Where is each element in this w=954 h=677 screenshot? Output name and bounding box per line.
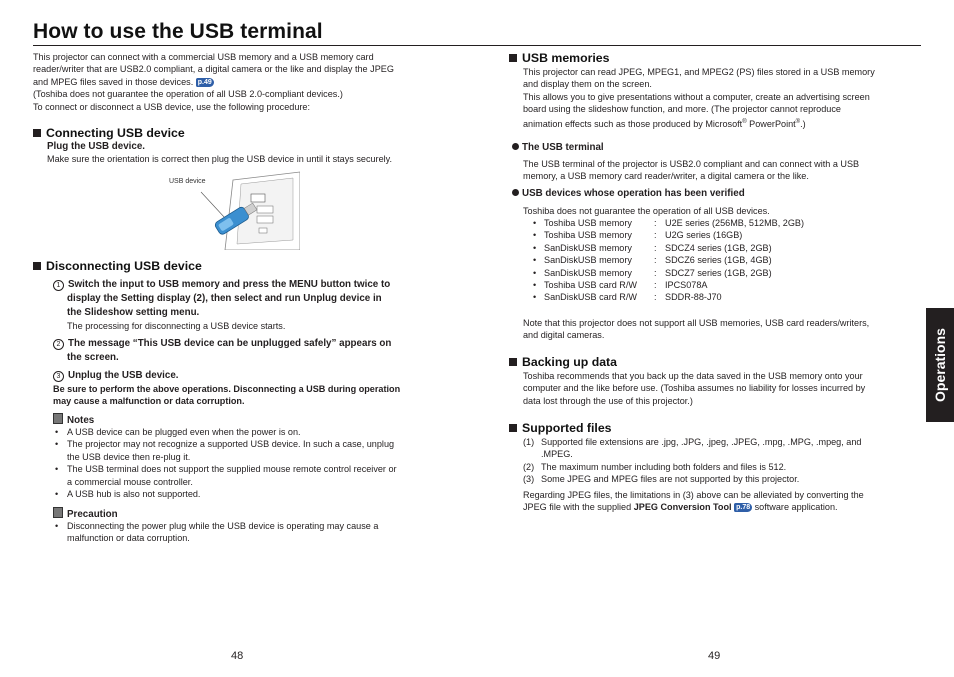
device-model: SDDR-88-J70 (665, 292, 722, 303)
intro-line: To connect or disconnect a USB device, use the following procedure: (33, 101, 311, 112)
text-line: memory, a USB memory card reader/writer, a digital camera or the like. (523, 171, 809, 182)
text-line: This projector can read JPEG, MPEG1, and MPEG2 (PS) files stored in a USB memory (523, 67, 875, 77)
table-row: • Toshiba USB memory : U2E series (256MB, 512MB, 2GB) (533, 218, 804, 228)
step-number-icon: 2 (53, 339, 64, 350)
device-sep: : (654, 230, 657, 241)
device-name: Toshiba USB memory (544, 218, 632, 228)
device-model: U2G series (16GB) (665, 230, 743, 241)
list-item: • The USB terminal does not support the supplied mouse remote control receiver or a commercial mouse controller. (47, 463, 457, 488)
step-2-line: the screen. (67, 352, 119, 363)
port (257, 216, 273, 223)
step-1-line: the Slideshow setting menu. (67, 307, 200, 318)
text-line: Toshiba recommends that you back up the data saved in the USB memory onto your (523, 371, 863, 381)
list-item: • A USB hub is also not supported. (47, 488, 457, 500)
notes-list (47, 426, 457, 500)
device-sep: : (654, 242, 657, 253)
connecting-sub: Plug the USB device. (47, 141, 145, 152)
backing-up-body (523, 370, 923, 407)
text-line: JPEG file with the supplied JPEG Conversion Tool p.78 software application. (523, 502, 838, 513)
step-1-note: The processing for disconnecting a USB device starts. (67, 321, 286, 331)
step-1 (53, 278, 463, 332)
square-bullet-icon (33, 262, 41, 270)
supported-files-heading: Supported files (509, 421, 612, 435)
square-bullet-icon (509, 424, 517, 432)
device-name: SanDiskUSB card R/W (544, 292, 637, 303)
device-sep: : (654, 292, 657, 303)
device-name: SanDiskUSB memory (544, 267, 632, 278)
notes-heading: Notes (53, 413, 94, 426)
port (259, 228, 267, 233)
page-ref-badge[interactable]: p.49 (197, 78, 212, 86)
jpeg-conversion-tool-name: JPEG Conversion Tool (633, 502, 732, 513)
verified-intro: Toshiba does not guarantee the operation of all USB devices. (523, 206, 770, 216)
title-rule (33, 45, 921, 46)
step-1-line: display the Setting display (2), then select and run Unplug device in (67, 293, 382, 304)
step-number-icon: 3 (53, 371, 64, 382)
disconnecting-heading: Disconnecting USB device (33, 259, 202, 273)
table-row: • SanDiskUSB memory : SDCZ4 series (1GB, 2GB) (533, 242, 772, 253)
list-item: (2) The maximum number including both folders and files is 512. (523, 461, 787, 472)
page-number-right: 49 (708, 650, 721, 662)
operations-side-tab[interactable]: Operations (926, 308, 954, 422)
square-bullet-icon (509, 54, 517, 62)
usb-port (251, 194, 265, 202)
text-line: The USB terminal of the projector is USB2.0 compliant and can connect with a USB (523, 159, 860, 169)
intro-line: This projector can connect with a commercial USB memory and a USB memory card (33, 52, 374, 62)
table-row: • SanDiskUSB card R/W : SDDR-88-J70 (533, 292, 722, 303)
device-model: SDCZ7 series (1GB, 2GB) (665, 267, 772, 278)
device-sep: : (654, 218, 657, 228)
device-name: Toshiba USB card R/W (544, 279, 637, 290)
usb-memories-heading: USB memories (509, 51, 609, 65)
text-line: and display them on the screen. (523, 79, 652, 90)
table-row: • SanDiskUSB memory : SDCZ6 series (1GB, 4GB) (533, 255, 772, 266)
usb-memories-body (523, 66, 923, 130)
text-line: Note that this projector does not support all USB memories, USB card readers/writers, (523, 318, 870, 328)
table-row: • Toshiba USB memory : U2G series (16GB) (533, 230, 743, 241)
precaution-list (47, 520, 457, 545)
usb-terminal-heading: The USB terminal (512, 142, 604, 153)
device-sep: : (654, 267, 657, 278)
list-item: • The projector may not recognize a supported USB device. In such a case, unplug the USB device then re-plug it. (47, 438, 457, 463)
square-bullet-icon (33, 129, 41, 137)
step-3 (53, 369, 463, 383)
device-model: SDCZ6 series (1GB, 4GB) (665, 255, 772, 266)
text-line: Regarding JPEG files, the limitations in (3) above can be alleviated by converting the (523, 490, 864, 500)
device-model: U2E series (256MB, 512MB, 2GB) (665, 218, 804, 228)
page-number-left: 48 (231, 650, 244, 662)
step-2-line: 2 The message “This USB device can be unplugged safely” appears on (53, 337, 463, 351)
connecting-body (47, 141, 457, 166)
verified-devices-heading: USB devices whose operation has been verified (512, 188, 745, 199)
text-line: data lost through the use of this projector.) (523, 395, 693, 406)
square-bullet-icon (509, 358, 517, 366)
supported-files-list (523, 436, 923, 486)
device-sep: : (654, 255, 657, 266)
usb-device-label: USB device (169, 178, 206, 185)
backing-up-heading: Backing up data (509, 355, 617, 369)
verified-note (523, 317, 923, 342)
intro-line: (Toshiba does not guarantee the operation of all USB 2.0-compliant devices.) (33, 89, 343, 100)
connecting-text: Make sure the orientation is correct then plug the USB device in until it stays securely. (47, 154, 393, 165)
usb-connection-figure (185, 170, 300, 250)
precaution-heading: Precaution (53, 507, 118, 520)
page-title: How to use the USB terminal (33, 20, 323, 43)
bullet-dot-icon (512, 189, 519, 196)
warning-line: Be sure to perform the above operations. Disconnecting a USB during operation (53, 384, 401, 394)
intro-text (33, 51, 453, 113)
device-model: SDCZ4 series (1GB, 2GB) (665, 242, 772, 253)
list-item: • Disconnecting the power plug while the USB device is operating may cause a malfunction or data corruption. (47, 520, 457, 545)
list-item: (1) Supported file extensions are .jpg, .JPG, .jpeg, .JPEG, .mpg, .MPG, .mpeg, and (523, 437, 862, 447)
text-line: board using the slideshow function, and more. (The projector cannot reproduce (523, 104, 841, 115)
list-item: .MPEG. (541, 449, 573, 460)
usb-terminal-body (523, 158, 923, 183)
text-line: This allows you to give presentations without a computer, create an advertising screen (523, 91, 870, 102)
device-table (523, 217, 923, 304)
disconnect-warning (53, 383, 463, 408)
device-name: SanDiskUSB memory (544, 255, 632, 266)
intro-line: and MPEG files saved in those devices. p.49 (33, 76, 212, 87)
device-name: Toshiba USB memory (544, 230, 632, 241)
warning-line: may cause a malfunction or data corruption. (53, 396, 245, 407)
intro-line: reader/writer that are USB2.0 compliant, a digital camera or the like and display the JPEG (33, 64, 394, 75)
table-row: • SanDiskUSB memory : SDCZ7 series (1GB, 2GB) (533, 267, 772, 278)
step-3-line: 3 Unplug the USB device. (53, 369, 463, 383)
device-name: SanDiskUSB memory (544, 242, 632, 253)
text-line: computer and the like before use. (Toshiba assumes no liability for losses incurred by (523, 383, 866, 394)
jpeg-conversion-text (523, 489, 923, 514)
text-line: and digital cameras. (523, 330, 605, 341)
list-item: (3) Some JPEG and MPEG files are not supported by this projector. (523, 474, 800, 485)
text-line: animation effects such as those produced by Microsoft® PowerPoint®.) (523, 118, 806, 129)
memo-icon (53, 413, 63, 424)
connecting-heading: Connecting USB device (33, 126, 185, 140)
step-number-icon: 1 (53, 280, 64, 291)
table-row: • Toshiba USB card R/W : IPCS078A (533, 279, 708, 290)
device-sep: : (654, 279, 657, 290)
list-item: • A USB device can be plugged even when the power is on. (47, 426, 457, 438)
memo-icon (53, 507, 63, 518)
bullet-dot-icon (512, 143, 519, 150)
device-model: IPCS078A (665, 279, 708, 290)
port (257, 206, 273, 213)
step-2 (53, 337, 463, 365)
figure-leader-line (201, 192, 225, 218)
step-1-line: 1 Switch the input to USB memory and press the MENU button twice to (53, 278, 463, 292)
page-ref-badge[interactable]: p.78 (736, 504, 751, 512)
